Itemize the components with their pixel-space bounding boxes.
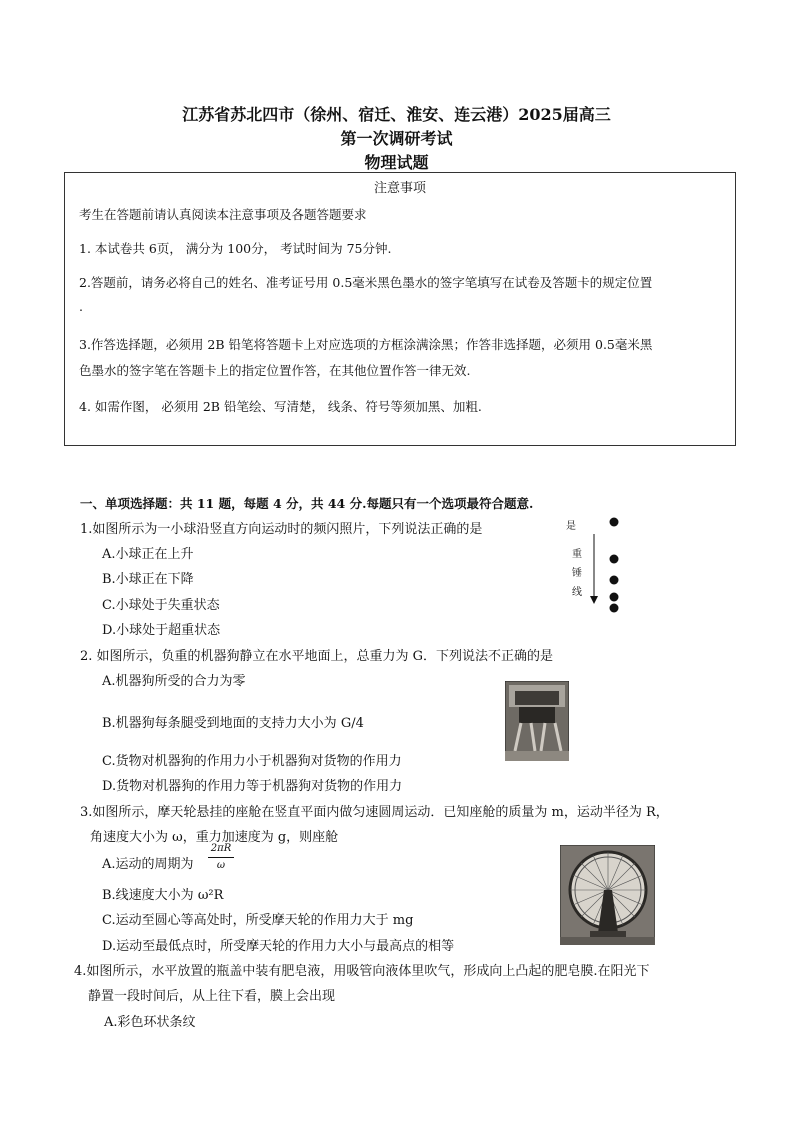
q3-fraction-numerator: 2πR [210,843,232,854]
ferris-wheel-photo [560,845,655,945]
notice-item-2: 2.答题前，请务必将自己的姓名、准考证号用 0.5毫米黑色墨水的签字笔填写在试卷及答题卡的规定位置 [79,275,653,290]
q3-option-b: B.线速度大小为 ω²R [102,888,224,903]
q1-strobe-figure [585,512,625,617]
exam-title-line2: 第一次调研考试 [340,129,453,148]
ball-5 [610,604,619,613]
arrow-down-icon [590,596,598,604]
q4-stem-line2: 静置一段时间后，从上往下看，膜上会出现 [88,989,336,1004]
q3-fraction-bar [208,857,234,858]
q2-stem: 2. 如图所示，负重的机器狗静立在水平地面上，总重力为 G．下列说法不正确的是 [80,649,554,664]
ball-2 [610,555,619,564]
ball-1 [610,518,619,527]
q3-stem-line2: 角速度大小为 ω，重力加速度为 g，则座舱 [90,830,339,845]
notice-box [64,172,736,446]
notice-item-3-cont: 色墨水的签字笔在答题卡上的指定位置作答，在其他位置作答一律无效. [79,363,471,378]
notice-item-3: 3.作答选择题，必须用 2B 铅笔将答题卡上对应选项的方框涂满涂黑；作答非选择题，必须用 0.5毫米黑 [79,337,653,352]
q2-option-c: C.货物对机器狗的作用力小于机器狗对货物的作用力 [102,754,402,769]
notice-intro: 考生在答题前请认真阅读本注意事项及各题答题要求 [79,207,367,222]
q2-option-d: D.货物对机器狗的作用力等于机器狗对货物的作用力 [102,779,403,794]
q1-option-a: A.小球正在上升 [102,547,194,562]
section-heading: 一、单项选择题：共 11 题，每题 4 分，共 44 分.每题只有一个选项最符合题意. [80,496,534,511]
exam-title-line1: 江苏省苏北四市（徐州、宿迁、淮安、连云港）2025届高三 [182,105,611,124]
notice-item-1: 1. 本试卷共 6页， 满分为 100分， 考试时间为 75分钟. [79,241,392,256]
q1-option-d: D.小球处于超重状态 [102,623,221,638]
q1-fig-label-3: 线 [572,587,582,598]
q2-option-a: A.机器狗所受的合力为零 [102,674,246,689]
notice-heading: 注意事项 [373,181,426,196]
q1-fig-label-2: 锤 [572,568,582,579]
q4-option-a: A.彩色环状条纹 [104,1015,196,1030]
q3-fraction-denominator: ω [216,860,226,871]
q3-option-d: D.运动至最低点时，所受摩天轮的作用力大小与最高点的相等 [102,939,455,954]
q1-option-c: C.小球处于失重状态 [102,598,220,613]
q1-fig-label-top: 是 [566,521,576,532]
q3-option-c: C.运动至圆心等高处时，所受摩天轮的作用力大于 mg [102,913,414,928]
q4-stem-line1: 4.如图所示，水平放置的瓶盖中装有肥皂液，用吸管向液体里吹气，形成向上凸起的肥皂膜.在阳光下 [74,964,650,979]
notice-item-2-cont: . [79,299,83,314]
robot-dog-photo [505,681,569,761]
notice-item-4: 4. 如需作图， 必须用 2B 铅笔绘、写清楚， 线条、符号等须加黑、加粗. [79,399,482,414]
q1-option-b: B.小球正在下降 [102,572,194,587]
exam-title-line3: 物理试题 [364,153,429,172]
ball-4 [610,593,619,602]
q3-stem-line1: 3.如图所示，摩天轮悬挂的座舱在竖直平面内做匀速圆周运动．已知座舱的质量为 m，运动半径为 R， [80,805,669,820]
q1-fig-label-1: 重 [572,549,582,560]
ball-3 [610,576,619,585]
q3-option-a: A.运动的周期为 [102,857,194,872]
q1-stem: 1.如图所示为一小球沿竖直方向运动时的频闪照片，下列说法正确的是 [80,522,483,537]
q2-option-b: B.机器狗每条腿受到地面的支持力大小为 G/4 [102,716,364,731]
